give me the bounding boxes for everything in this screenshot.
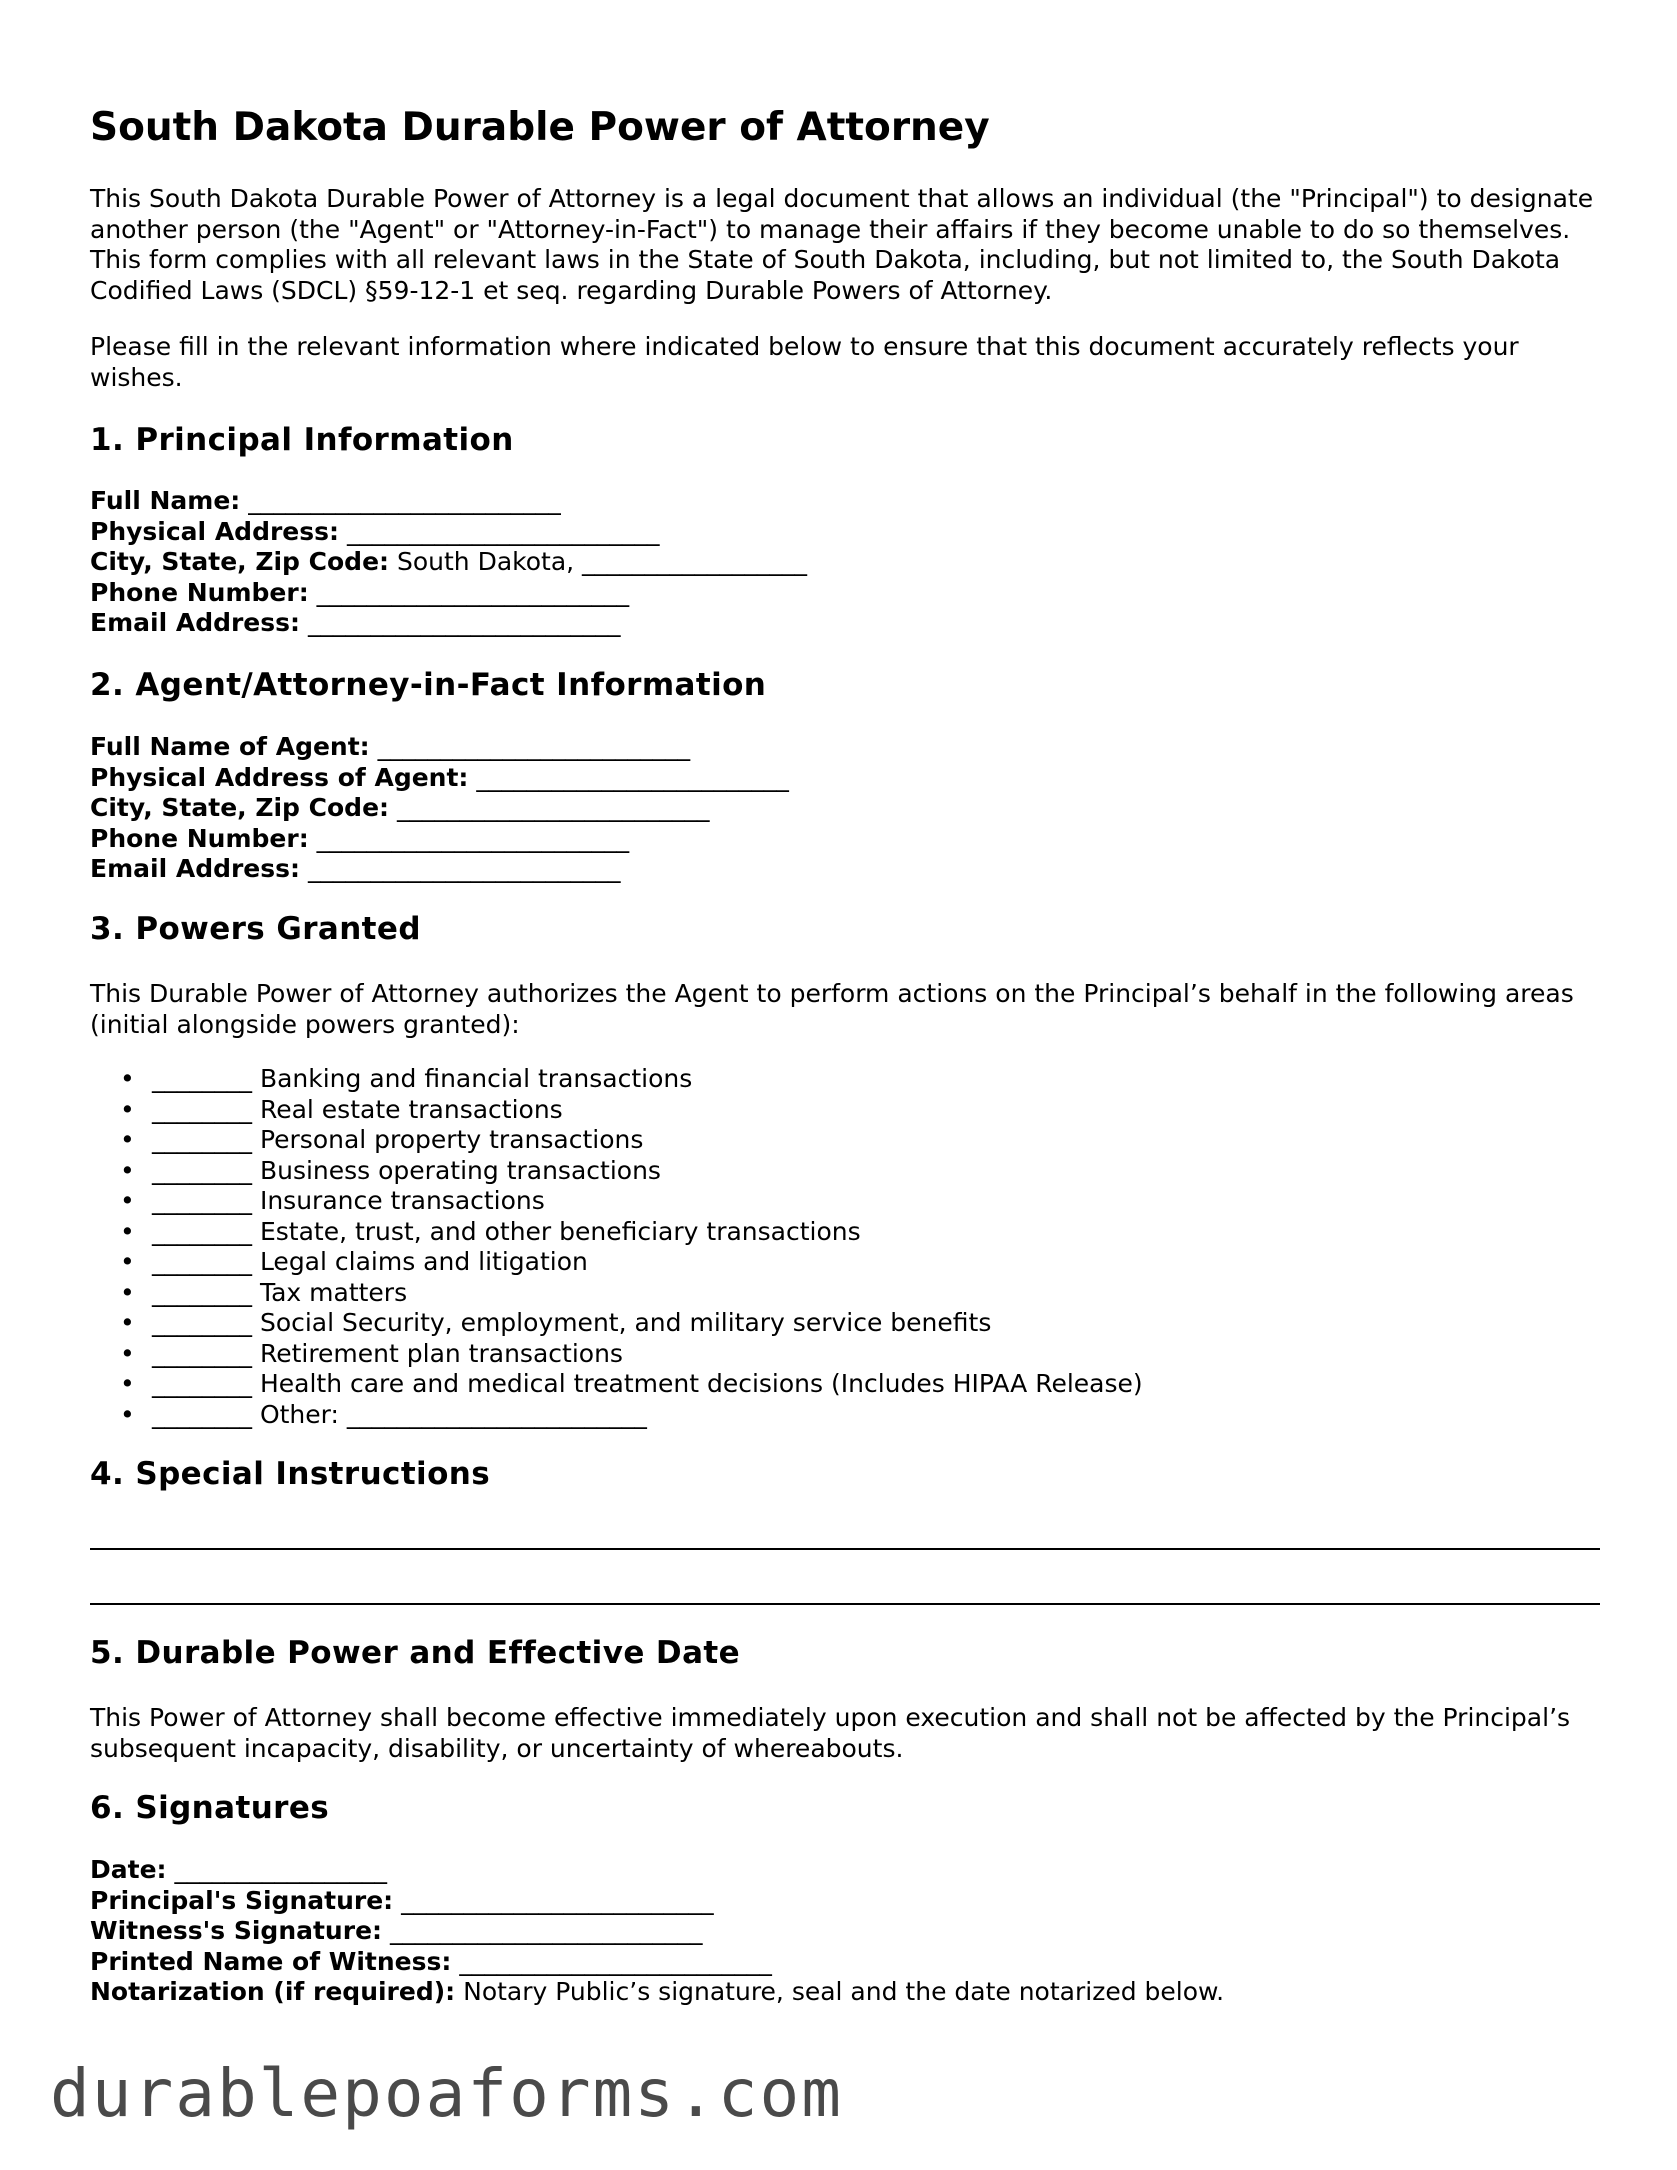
agent-phone-field[interactable]: Phone Number: _________________________ xyxy=(90,823,630,853)
intro-paragraph: This South Dakota Durable Power of Attorney is a legal document that allows an individual (the "Principal") to designate another person (the "Agent" or "Attorney-in-Fact") to manage their affairs if they become unable to do so themselves. This form complies with all relevant laws in the State of South Dakota, including, but not limited to, the South Dakota Codified Laws (SDCL) §59-12-1 et seq. regarding Durable Powers of Attorney. xyxy=(90,184,1594,305)
list-item[interactable]: • ________ Legal claims and litigation xyxy=(120,1247,588,1276)
principal-address-field[interactable]: Physical Address: _________________________ xyxy=(90,516,660,546)
list-item[interactable]: • ________ Personal property transactions xyxy=(120,1125,644,1154)
list-item[interactable]: • ________ Real estate transactions xyxy=(120,1094,563,1124)
witness-printed-name-field[interactable]: Printed Name of Witness: _________________________ xyxy=(90,1946,772,1976)
agent-city-field[interactable]: City, State, Zip Code: _________________________ xyxy=(90,793,710,822)
notarization-field: Notarization (if required): Notary Public’s signature, seal and the date notarized below. xyxy=(90,1977,1225,2006)
special-instructions-line-2[interactable] xyxy=(90,1603,1600,1605)
list-item[interactable]: • ________ Tax matters xyxy=(120,1277,408,1307)
list-item[interactable]: • ________ Business operating transactions xyxy=(120,1155,661,1185)
section2-heading: 2. Agent/Attorney-in-Fact Information xyxy=(90,667,767,703)
principal-signature-field[interactable]: Principal's Signature: _________________________ xyxy=(90,1885,714,1915)
principal-city-field[interactable]: City, State, Zip Code: South Dakota, __________________ xyxy=(90,547,808,576)
instructions-paragraph: Please fill in the relevant information where indicated below to ensure that this document accurately reflects your wishes. xyxy=(90,332,1519,392)
section3-heading: 3. Powers Granted xyxy=(90,911,421,947)
list-item[interactable]: • ________ Other: ________________________ xyxy=(120,1399,647,1429)
powers-list xyxy=(90,1064,1143,1430)
section4-heading: 4. Special Instructions xyxy=(90,1456,491,1492)
agent-email-field[interactable]: Email Address: _________________________ xyxy=(90,854,621,883)
list-item[interactable]: • ________ Social Security, employment, and military service benefits xyxy=(120,1308,992,1337)
powers-intro: This Durable Power of Attorney authorizes the Agent to perform actions on the Principal’s behalf in the following areas (initial alongside powers granted): xyxy=(90,979,1574,1039)
agent-fields xyxy=(90,732,789,885)
site-watermark: durablepoaforms.com xyxy=(50,2055,843,2132)
principal-email-field[interactable]: Email Address: _________________________ xyxy=(90,608,621,637)
date-field[interactable]: Date: _________________ xyxy=(90,1855,387,1884)
list-item[interactable]: • ________ Insurance transactions xyxy=(120,1186,545,1215)
signature-fields xyxy=(90,1855,1224,2008)
principal-full-name-field[interactable]: Full Name: _________________________ xyxy=(90,486,561,515)
section5-heading: 5. Durable Power and Effective Date xyxy=(90,1635,741,1671)
agent-full-name-field[interactable]: Full Name of Agent: _________________________ xyxy=(90,732,691,761)
witness-signature-field[interactable]: Witness's Signature: _________________________ xyxy=(90,1916,703,1945)
list-item[interactable]: • ________ Retirement plan transactions xyxy=(120,1338,623,1368)
document-title: South Dakota Durable Power of Attorney xyxy=(90,105,990,150)
effective-date-paragraph: This Power of Attorney shall become effective immediately upon execution and shall not be affected by the Principal’s subsequent incapacity, disability, or uncertainty of whereabouts. xyxy=(90,1703,1571,1763)
section1-heading: 1. Principal Information xyxy=(90,422,514,458)
principal-fields xyxy=(90,486,807,639)
agent-address-field[interactable]: Physical Address of Agent: _________________________ xyxy=(90,762,789,792)
principal-phone-field[interactable]: Phone Number: _________________________ xyxy=(90,577,630,607)
special-instructions-line-1[interactable] xyxy=(90,1548,1600,1550)
list-item[interactable]: • ________ Banking and financial transactions xyxy=(120,1064,693,1093)
list-item[interactable]: • ________ Estate, trust, and other beneficiary transactions xyxy=(120,1216,861,1246)
list-item[interactable]: • ________ Health care and medical treatment decisions (Includes HIPAA Release) xyxy=(120,1369,1143,1398)
section6-heading: 6. Signatures xyxy=(90,1790,330,1826)
